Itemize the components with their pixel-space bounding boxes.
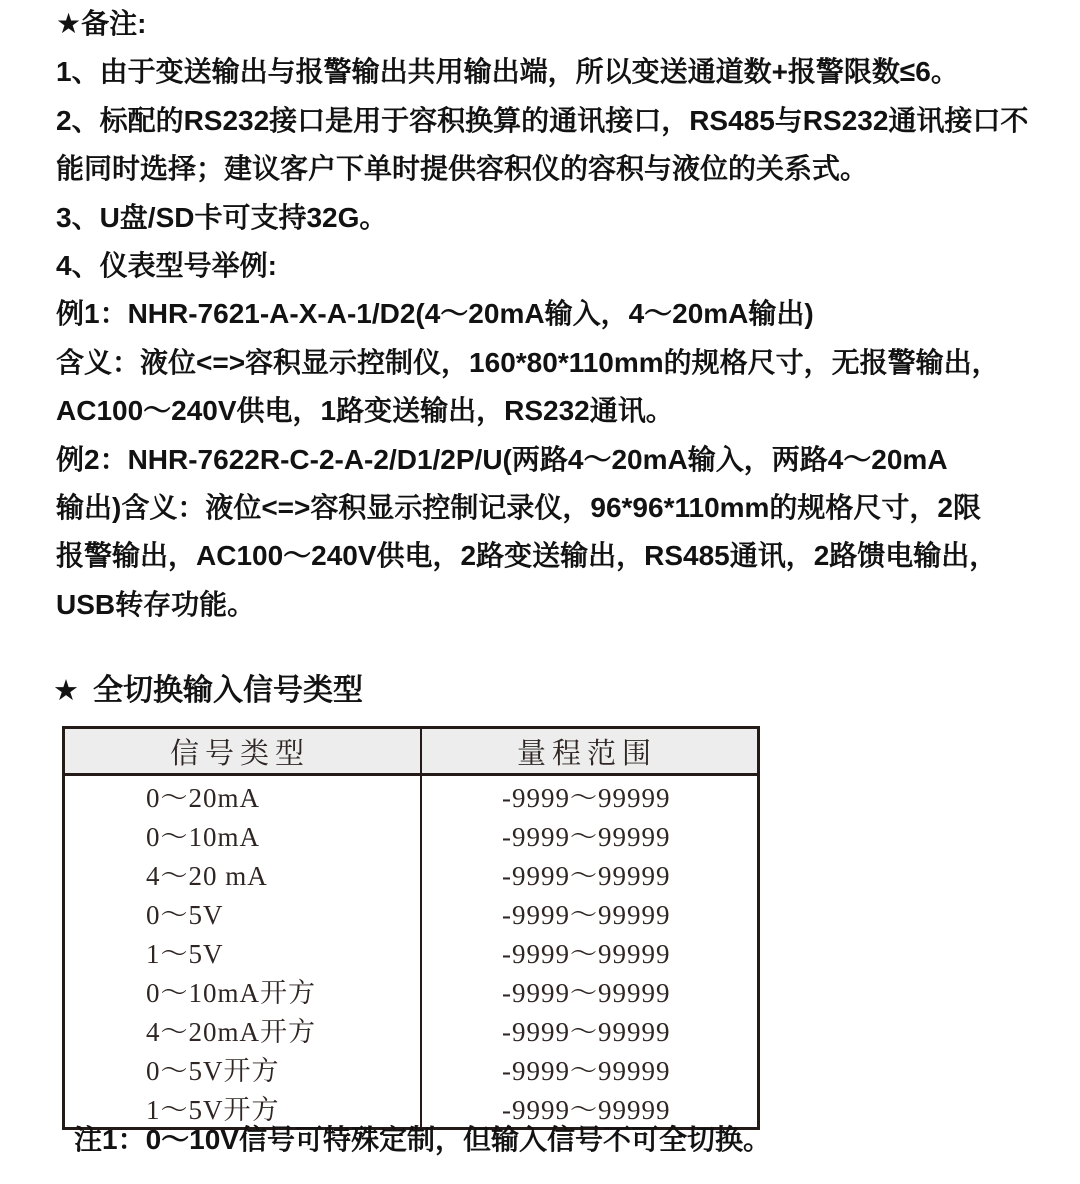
note-line: 含义：液位<=>容积显示控制仪，160*80*110mm的规格尺寸，无报警输出， (56, 346, 1000, 378)
table-row (64, 815, 759, 854)
table-row (64, 854, 759, 893)
signal-section-heading-text: 全切换输入信号类型 (93, 674, 363, 707)
table-row (64, 775, 759, 816)
note-line: 输出)含义：液位<=>容积显示控制记录仪，96*96*110mm的规格尺寸，2限 (56, 491, 982, 523)
star-icon: ★ (56, 8, 82, 39)
table-row (64, 893, 759, 932)
note-line: 例1：NHR-7621-A-X-A-1/D2(4～20mA输入，4～20mA输出) (56, 298, 814, 330)
note-line: 3、U盘/SD卡可支持32G。 (56, 201, 388, 233)
signal-type-table (62, 726, 760, 1130)
table-row (64, 1010, 759, 1049)
signal-type-cell: 4～20mA开方 (64, 1010, 422, 1049)
table-header-row (64, 728, 759, 775)
range-cell: -9999～99999 (502, 939, 671, 969)
range-cell: -9999～99999 (502, 1095, 671, 1125)
note-line: 能同时选择；建议客户下单时提供容积仪的容积与液位的关系式。 (56, 153, 869, 185)
signal-type-cell: 4～20 mA (64, 854, 422, 893)
notes-title (56, 0, 1028, 48)
range-cell: -9999～99999 (502, 978, 671, 1008)
signal-type-cell: 0～5V (64, 893, 422, 932)
signal-table-header (64, 728, 759, 775)
note-line: AC100～240V供电，1路变送输出，RS232通讯。 (56, 395, 674, 427)
signal-table-body (64, 775, 759, 1129)
range-cell: -9999～99999 (502, 861, 671, 891)
note-line: 4、仪表型号举例: (56, 249, 277, 281)
note-line: 例2：NHR-7622R-C-2-A-2/D1/2P/U(两路4～20mA输入，两路4～20mA (56, 443, 948, 475)
range-cell: -9999～99999 (502, 822, 671, 852)
footnote: 注1：0～10V信号可特殊定制，但输入信号不可全切换。 (74, 1124, 771, 1155)
signal-type-cell: 0～5V开方 (64, 1049, 422, 1088)
table-row (64, 971, 759, 1010)
star-icon: ★ (53, 675, 79, 707)
note-line: 2、标配的RS232接口是用于容积换算的通讯接口，RS485与RS232通讯接口不 (56, 104, 1029, 136)
table-row (64, 932, 759, 971)
table-header-signal-type: 信号类型 (64, 728, 422, 775)
signal-section-heading (53, 671, 363, 711)
signal-type-cell: 0～20mA (64, 775, 422, 816)
note-line: USB转存功能。 (56, 588, 256, 620)
range-cell: -9999～99999 (502, 1056, 671, 1086)
notes-title-text: 备注: (81, 8, 147, 39)
table-header-range: 量程范围 (421, 728, 759, 775)
signal-type-cell: 0～10mA开方 (64, 971, 422, 1010)
table-row (64, 1049, 759, 1088)
signal-type-cell: 1～5V (64, 932, 422, 971)
notes-section (56, 0, 1028, 629)
signal-type-cell: 1～5V开方 (64, 1088, 422, 1129)
range-cell: -9999～99999 (502, 900, 671, 930)
note-line: 1、由于变送输出与报警输出共用输出端，所以变送通道数+报警限数≤6。 (56, 56, 959, 88)
note-line: 报警输出，AC100～240V供电，2路变送输出，RS485通讯，2路馈电输出， (56, 540, 998, 572)
signal-type-cell: 0～10mA (64, 815, 422, 854)
range-cell: -9999～99999 (502, 783, 671, 813)
range-cell: -9999～99999 (502, 1017, 671, 1047)
